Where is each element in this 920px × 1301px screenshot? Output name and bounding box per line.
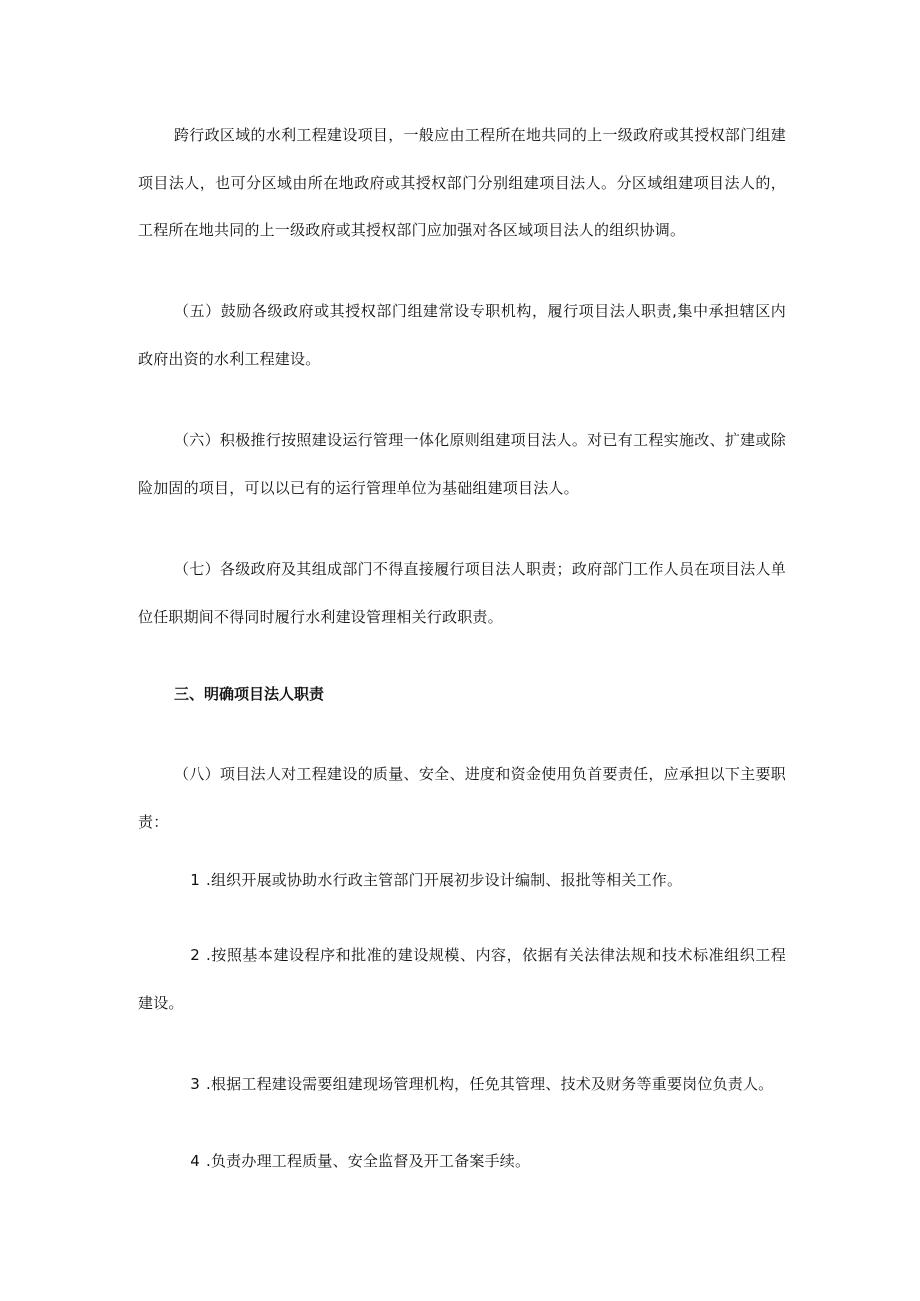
list-item [138, 857, 786, 905]
paragraph-item-7: （七）各级政府及其组成部门不得直接履行项目法人职责；政府部门工作人员在项目法人单位任职期间不得同时履行水利建设管理相关行政职责。 [138, 560, 786, 626]
list-item [138, 1138, 786, 1186]
list-item [138, 932, 786, 1027]
list-item-number: 4 [190, 1152, 200, 1170]
list-item-text: .负责办理工程质量、安全监督及开工备案手续。 [206, 1152, 531, 1170]
list-item [138, 1061, 786, 1109]
list-item-text: .根据工程建设需要组建现场管理机构，任免其管理、技术及财务等重要岗位负责人。 [206, 1075, 774, 1093]
list-item-text: .组织开展或协助水行政主管部门开展初步设计编制、报批等相关工作。 [206, 871, 683, 889]
list-item-number: 2 [190, 946, 200, 964]
section-heading: 三、明确项目法人职责 [174, 685, 325, 703]
paragraph-cross-region: 跨行政区域的水利工程建设项目，一般应由工程所在地共同的上一级政府或其授权部门组建项目法人，也可分区域由所在地政府或其授权部门分别组建项目法人。分区域组建项目法人的，工程所在地共同的上一级政府或其授权部门应加强对各区域项目法人的组织协调。 [138, 126, 786, 239]
section-intro: （八）项目法人对工程建设的质量、安全、进度和资金使用负首要责任，应承担以下主要职责： [138, 765, 786, 831]
list-item-text: .按照基本建设程序和批准的建设规模、内容，依据有关法律法规和技术标准组织工程建设。 [138, 946, 786, 1012]
list-item-number: 3 [190, 1075, 200, 1093]
paragraph-item-6: （六）积极推行按照建设运行管理一体化原则组建项目法人。对已有工程实施改、扩建或除险加固的项目，可以以已有的运行管理单位为基础组建项目法人。 [138, 431, 786, 497]
list-item-number: 1 [190, 871, 200, 889]
paragraph-item-5: （五）鼓励各级政府或其授权部门组建常设专职机构，履行项目法人职责,集中承担辖区内政府出资的水利工程建设。 [138, 302, 786, 368]
